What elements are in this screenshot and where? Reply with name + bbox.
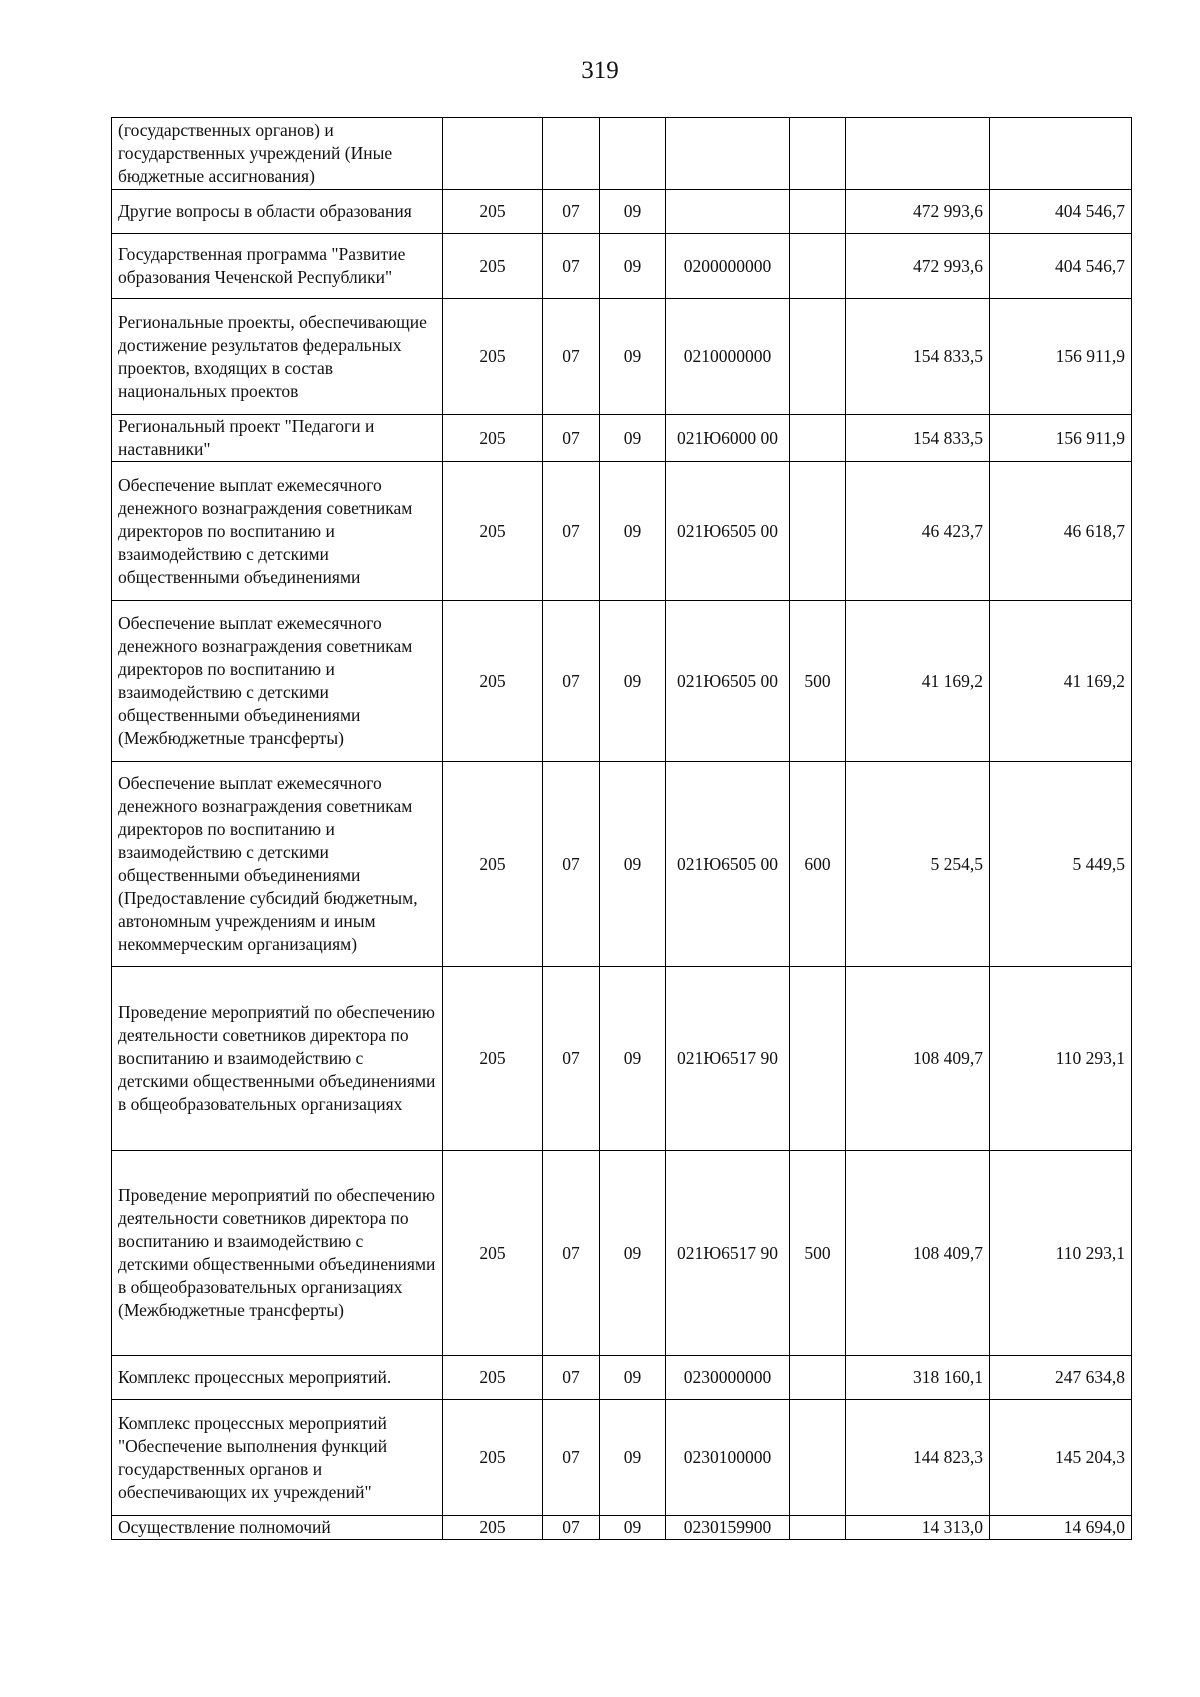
row-name-cell: Осуществление полномочий xyxy=(112,1516,443,1540)
table-row xyxy=(112,299,1132,415)
vr-cell xyxy=(790,967,846,1151)
pr-cell: 09 xyxy=(600,190,666,234)
rz-cell xyxy=(543,118,600,190)
row-name-cell: Обеспечение выплат ежемесячного денежного вознаграждения советникам директоров по воспитанию и взаимодействию с детскими общественными объединениями (Предоставление субсидий бюджетным, автономным учреждениям и иным некоммерческим организациям) xyxy=(112,762,443,967)
pr-cell: 09 xyxy=(600,462,666,601)
pr-cell: 09 xyxy=(600,601,666,762)
table-row xyxy=(112,967,1132,1151)
rz-cell: 07 xyxy=(543,1400,600,1516)
ved-cell: 205 xyxy=(443,1400,543,1516)
csr-cell: 021Ю6505 00 xyxy=(666,762,790,967)
sum-year2-cell: 41 169,2 xyxy=(990,601,1132,762)
ved-cell: 205 xyxy=(443,601,543,762)
table-row xyxy=(112,462,1132,601)
sum-year1-cell: 318 160,1 xyxy=(846,1356,990,1400)
sum-year2-cell: 145 204,3 xyxy=(990,1400,1132,1516)
sum-year1-cell: 14 313,0 xyxy=(846,1516,990,1540)
sum-year2-cell: 5 449,5 xyxy=(990,762,1132,967)
row-name-cell: Региональные проекты, обеспечивающие достижение результатов федеральных проектов, входящих в состав национальных проектов xyxy=(112,299,443,415)
ved-cell: 205 xyxy=(443,299,543,415)
vr-cell xyxy=(790,1400,846,1516)
sum-year1-cell: 472 993,6 xyxy=(846,190,990,234)
csr-cell: 0210000000 xyxy=(666,299,790,415)
table-row xyxy=(112,1400,1132,1516)
pr-cell: 09 xyxy=(600,1356,666,1400)
ved-cell: 205 xyxy=(443,762,543,967)
rz-cell: 07 xyxy=(543,601,600,762)
pr-cell: 09 xyxy=(600,1516,666,1540)
csr-cell: 021Ю6505 00 xyxy=(666,462,790,601)
sum-year1-cell: 154 833,5 xyxy=(846,415,990,462)
pr-cell: 09 xyxy=(600,1400,666,1516)
row-name-cell: Региональный проект "Педагоги и наставники" xyxy=(112,415,443,462)
pr-cell: 09 xyxy=(600,415,666,462)
sum-year1-cell: 46 423,7 xyxy=(846,462,990,601)
row-name-cell: Проведение мероприятий по обеспечению деятельности советников директора по воспитанию и взаимодействию с детскими общественными объединениями в общеобразовательных организациях xyxy=(112,967,443,1151)
rz-cell: 07 xyxy=(543,1516,600,1540)
csr-cell: 021Ю6505 00 xyxy=(666,601,790,762)
sum-year1-cell xyxy=(846,118,990,190)
csr-cell: 021Ю6517 90 xyxy=(666,1151,790,1356)
rz-cell: 07 xyxy=(543,967,600,1151)
sum-year2-cell: 46 618,7 xyxy=(990,462,1132,601)
ved-cell: 205 xyxy=(443,1516,543,1540)
vr-cell: 500 xyxy=(790,601,846,762)
sum-year1-cell: 108 409,7 xyxy=(846,967,990,1151)
row-name-cell: Проведение мероприятий по обеспечению деятельности советников директора по воспитанию и взаимодействию с детскими общественными объединениями в общеобразовательных организациях (Межбюджетные трансферты) xyxy=(112,1151,443,1356)
row-name-cell: Комплекс процессных мероприятий. xyxy=(112,1356,443,1400)
sum-year1-cell: 472 993,6 xyxy=(846,234,990,299)
sum-year2-cell: 156 911,9 xyxy=(990,299,1132,415)
vr-cell xyxy=(790,299,846,415)
rz-cell: 07 xyxy=(543,462,600,601)
vr-cell xyxy=(790,190,846,234)
vr-cell: 600 xyxy=(790,762,846,967)
rz-cell: 07 xyxy=(543,234,600,299)
csr-cell: 0230159900 xyxy=(666,1516,790,1540)
rz-cell: 07 xyxy=(543,299,600,415)
csr-cell: 0230000000 xyxy=(666,1356,790,1400)
row-name-cell: Обеспечение выплат ежемесячного денежного вознаграждения советникам директоров по воспитанию и взаимодействию с детскими общественными объединениями (Межбюджетные трансферты) xyxy=(112,601,443,762)
vr-cell xyxy=(790,234,846,299)
sum-year1-cell: 154 833,5 xyxy=(846,299,990,415)
budget-table xyxy=(111,117,1132,1540)
rz-cell: 07 xyxy=(543,1151,600,1356)
table-row xyxy=(112,762,1132,967)
sum-year2-cell: 156 911,9 xyxy=(990,415,1132,462)
pr-cell: 09 xyxy=(600,967,666,1151)
table-row xyxy=(112,1151,1132,1356)
rz-cell: 07 xyxy=(543,415,600,462)
table-row xyxy=(112,1356,1132,1400)
csr-cell: 021Ю6000 00 xyxy=(666,415,790,462)
ved-cell: 205 xyxy=(443,1356,543,1400)
vr-cell: 500 xyxy=(790,1151,846,1356)
sum-year2-cell: 404 546,7 xyxy=(990,234,1132,299)
vr-cell xyxy=(790,118,846,190)
ved-cell: 205 xyxy=(443,234,543,299)
csr-cell xyxy=(666,190,790,234)
row-name-cell: Комплекс процессных мероприятий "Обеспечение выполнения функций государственных органов и обеспечивающих их учреждений" xyxy=(112,1400,443,1516)
table-row xyxy=(112,1516,1132,1540)
pr-cell xyxy=(600,118,666,190)
vr-cell xyxy=(790,415,846,462)
sum-year1-cell: 41 169,2 xyxy=(846,601,990,762)
sum-year2-cell: 110 293,1 xyxy=(990,1151,1132,1356)
pr-cell: 09 xyxy=(600,234,666,299)
row-name-cell: (государственных органов) и государственных учреждений (Иные бюджетные ассигнования) xyxy=(112,118,443,190)
csr-cell: 021Ю6517 90 xyxy=(666,967,790,1151)
sum-year2-cell: 247 634,8 xyxy=(990,1356,1132,1400)
ved-cell: 205 xyxy=(443,462,543,601)
rz-cell: 07 xyxy=(543,190,600,234)
vr-cell xyxy=(790,1356,846,1400)
row-name-cell: Другие вопросы в области образования xyxy=(112,190,443,234)
ved-cell: 205 xyxy=(443,415,543,462)
sum-year1-cell: 144 823,3 xyxy=(846,1400,990,1516)
pr-cell: 09 xyxy=(600,299,666,415)
ved-cell: 205 xyxy=(443,190,543,234)
vr-cell xyxy=(790,1516,846,1540)
table-row xyxy=(112,415,1132,462)
csr-cell xyxy=(666,118,790,190)
vr-cell xyxy=(790,462,846,601)
pr-cell: 09 xyxy=(600,1151,666,1356)
table-body xyxy=(112,118,1132,1540)
table-row xyxy=(112,601,1132,762)
table-row xyxy=(112,190,1132,234)
row-name-cell: Обеспечение выплат ежемесячного денежного вознаграждения советникам директоров по воспитанию и взаимодействию с детскими общественными объединениями xyxy=(112,462,443,601)
table-row xyxy=(112,234,1132,299)
sum-year2-cell xyxy=(990,118,1132,190)
table-row xyxy=(112,118,1132,190)
sum-year2-cell: 14 694,0 xyxy=(990,1516,1132,1540)
pr-cell: 09 xyxy=(600,762,666,967)
rz-cell: 07 xyxy=(543,1356,600,1400)
sum-year2-cell: 404 546,7 xyxy=(990,190,1132,234)
ved-cell: 205 xyxy=(443,967,543,1151)
sum-year1-cell: 5 254,5 xyxy=(846,762,990,967)
rz-cell: 07 xyxy=(543,762,600,967)
ved-cell xyxy=(443,118,543,190)
ved-cell: 205 xyxy=(443,1151,543,1356)
row-name-cell: Государственная программа "Развитие образования Чеченской Республики" xyxy=(112,234,443,299)
csr-cell: 0230100000 xyxy=(666,1400,790,1516)
sum-year1-cell: 108 409,7 xyxy=(846,1151,990,1356)
sum-year2-cell: 110 293,1 xyxy=(990,967,1132,1151)
page-number: 319 xyxy=(581,57,619,84)
csr-cell: 0200000000 xyxy=(666,234,790,299)
